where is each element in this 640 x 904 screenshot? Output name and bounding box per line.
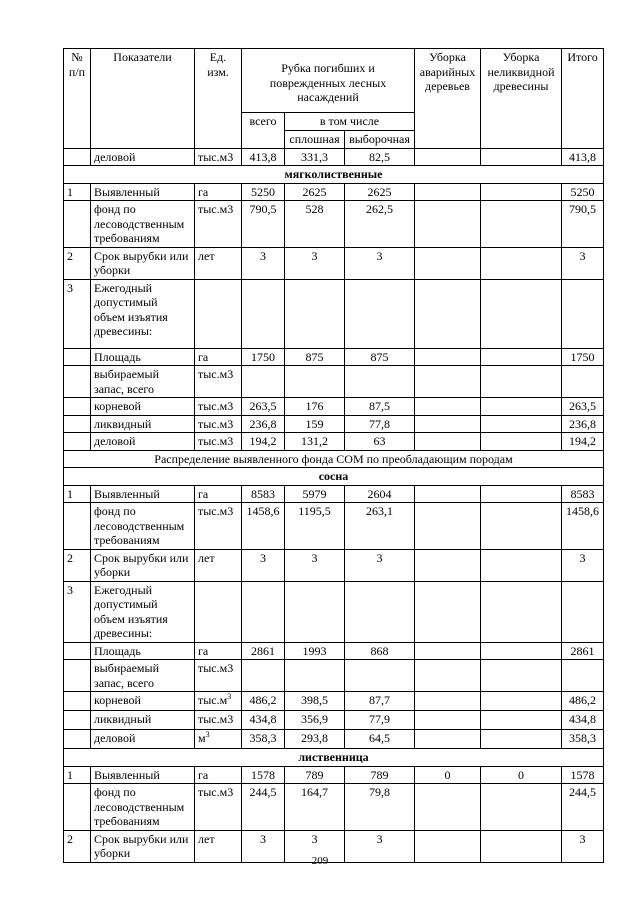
unit-cell: $тыс.м^3$ xyxy=(195,692,242,711)
table-row: ликвидный тыс.м3 434,8 356,9 77,9 434,8 xyxy=(64,711,604,730)
table-row: выбираемый запас, всего тыс.м3 xyxy=(64,660,604,692)
table-row: 1 Выявленный га 1578 789 789 0 0 1578 xyxy=(64,766,604,784)
table-row: Площадь га 2861 1993 868 2861 xyxy=(64,642,604,660)
table-row: 2 Срок вырубки или уборки лет 3 3 3 3 xyxy=(64,830,604,862)
header-indicators: Показатели xyxy=(91,49,195,149)
unit-cell: $м^3$ xyxy=(195,730,242,749)
section-title: мягколиственные xyxy=(64,166,604,184)
forest-felling-table xyxy=(63,48,604,863)
table-row: фонд по лесоводственным требованиям тыс.м3 244,5 164,7 79,8 244,5 xyxy=(64,784,604,831)
table-row: 2 Срок вырубки или уборки лет 3 3 3 3 xyxy=(64,247,604,279)
header-felling: Рубка погибших и поврежденных лесных насаждений xyxy=(242,49,415,113)
table-row: ликвидный тыс.м3 236,8 159 77,8 236,8 xyxy=(64,415,604,433)
table-row: 2 Срок вырубки или уборки лет 3 3 3 3 xyxy=(64,549,604,581)
table-row: 3 Ежегодный допустимый объем изъятия древесины: xyxy=(64,279,604,348)
header-total: всего xyxy=(242,113,285,149)
page-number: 209 xyxy=(311,855,329,867)
table-row: деловой $м^3$ 358,3 293,8 64,5 358,3 xyxy=(64,730,604,749)
table-row: 1 Выявленный га 5250 2625 2625 5250 xyxy=(64,183,604,201)
table-row: деловой тыс.м3 413,8 331,3 82,5 413,8 xyxy=(64,148,604,166)
header-emergency: Уборка аварийных деревьев xyxy=(415,49,481,149)
header-including: в том числе xyxy=(285,113,415,131)
header-num: № п/п xyxy=(64,49,91,149)
header-illiquid: Уборка неликвидной древесины xyxy=(481,49,562,149)
table-row: 1 Выявленный га 8583 5979 2604 8583 xyxy=(64,485,604,503)
header-selective: выборочная xyxy=(345,131,415,149)
section-title: лиственница xyxy=(64,749,604,767)
section-title: сосна xyxy=(64,468,604,486)
header-clear: сплошная xyxy=(285,131,345,149)
table-row: фонд по лесоводственным требованиям тыс.м3 1458,6 1195,5 263,1 1458,6 xyxy=(64,503,604,550)
table-row: фонд по лесоводственным требованиям тыс.м3 790,5 528 262,5 790,5 xyxy=(64,201,604,248)
table-row: выбираемый запас, всего тыс.м3 xyxy=(64,366,604,398)
table-row: корневой тыс.м3 263,5 176 87,5 263,5 xyxy=(64,398,604,416)
section-title: Распределение выявленного фонда СОМ по преобладающим породам xyxy=(64,450,604,468)
header-unit: Ед. изм. xyxy=(195,49,242,149)
header-itogo: Итого xyxy=(562,49,604,149)
table-row: 3 Ежегодный допустимый объем изъятия древесины: xyxy=(64,581,604,642)
table-row: Площадь га 1750 875 875 1750 xyxy=(64,348,604,366)
table-row: деловой тыс.м3 194,2 131,2 63 194,2 xyxy=(64,433,604,451)
table-row: корневой $тыс.м^3$ 486,2 398,5 87,7 486,2 xyxy=(64,692,604,711)
